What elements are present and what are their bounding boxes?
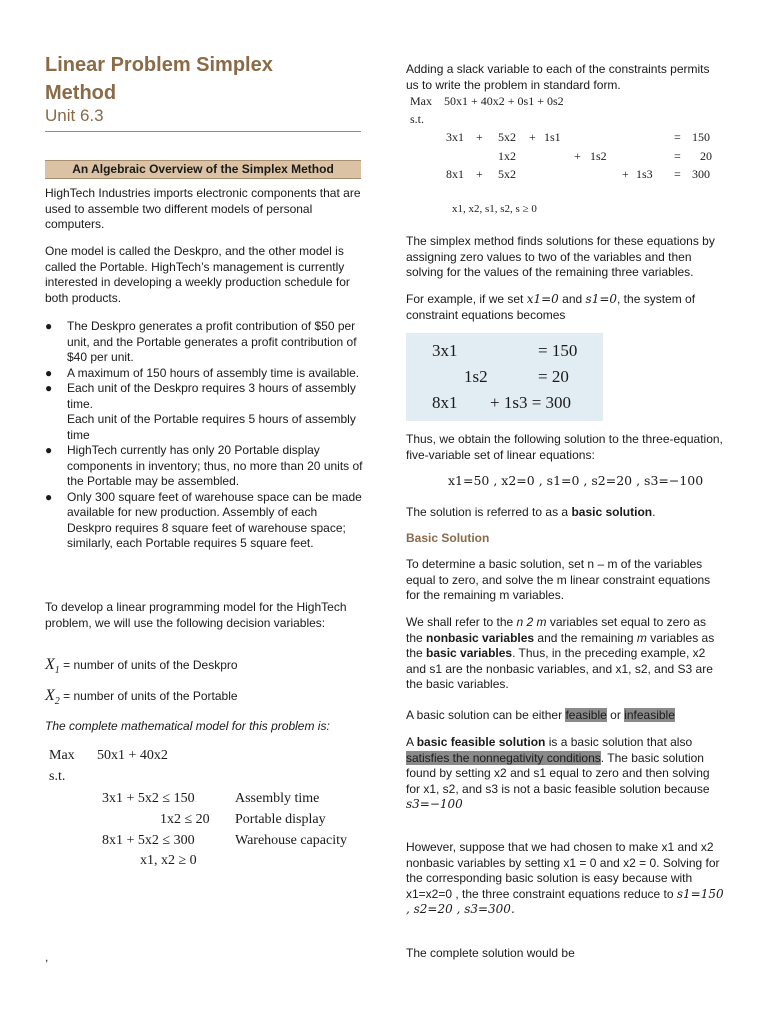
std-objective: 50x1 + 40x2 + 0s1 + 0s2 (444, 94, 564, 108)
std-r3-rhs: 300 (692, 167, 710, 181)
title-divider (45, 131, 361, 132)
std-r2-term: 1x2 (498, 149, 516, 163)
paragraph-basic-feasible: A basic feasible solution is a basic solution that also satisfies the nonnegativity conditions. The basic solution found by setting x2 and s1 equal to zero and then solving for x1, s2, and s3 is not a basic feasible solution because s3=−100 (406, 735, 710, 811)
unit-label: Unit 6.3 (45, 106, 104, 125)
std-r3-op: + (476, 167, 483, 181)
highlight-infeasible: infeasible (624, 708, 675, 722)
title-line-2: Method (45, 82, 117, 104)
solution-equation: x1=50 , x2=0 , s1=0 , s2=20 , s3=−100 (448, 473, 704, 488)
section-heading: An Algebraic Overview of the Simplex Method (45, 160, 361, 179)
std-max: Max (410, 94, 432, 108)
paragraph-basic-solution: The solution is referred to as a basic solution. (406, 505, 656, 519)
std-r1-rhs: 150 (692, 130, 710, 144)
list-item: ● HighTech currently has only 20 Portable display components in inventory; thus, no more than 20 units of the Portable may be assembled. (45, 443, 363, 488)
system-r3-rhs: + 1s3 = 300 (490, 393, 572, 412)
model-objective: 50x1 + 40x2 (97, 748, 168, 763)
reduced-system (406, 333, 603, 421)
std-st: s.t. (410, 112, 425, 126)
system-r2-rhs: = 20 (538, 367, 569, 386)
std-r1-op: + (476, 130, 483, 144)
std-r2-term: 1s2 (590, 149, 607, 163)
std-r3-term: 8x1 (446, 167, 464, 181)
list-item: ● Only 300 square feet of warehouse space can be made available for new production. Assembly of each Deskpro requires 8 square feet of warehouse space; similarly, each Portable requires 5 square feet. (45, 489, 362, 550)
paragraph-obtain-solution: Thus, we obtain the following solution to the three-equation, five-variable set of linear equations: (406, 432, 723, 462)
std-r1-term: 1s1 (544, 130, 561, 144)
paragraph-intro: HighTech Industries imports electronic components that are used to assemble two different models of personal computers. (45, 186, 361, 231)
std-r3-term: 5x2 (498, 167, 516, 181)
footnote-mark: , (45, 950, 49, 964)
std-r2-eq: = (674, 149, 681, 163)
page-title (45, 51, 345, 107)
list-item: ● A maximum of 150 hours of assembly time is available. (45, 365, 360, 380)
lp-model (45, 745, 363, 875)
model-intro: The complete mathematical model for this problem is: (45, 719, 330, 733)
standard-form-model (406, 92, 724, 222)
model-nonnegativity: x1, x2 ≥ 0 (140, 853, 197, 868)
subheading-basic-solution: Basic Solution (406, 531, 490, 545)
std-r1-op: + (529, 130, 536, 144)
paragraph-example: For example, if we set x1=0 and s1=0, the system of constraint equations becomes (406, 292, 696, 322)
paragraph-models: One model is called the Deskpro, and the other model is called the Portable. HighTech’s management is currently interested in developing a weekly production schedule for both products. (45, 244, 350, 305)
constraint-assembly-label: Assembly time (235, 791, 320, 806)
constraint-display-label: Portable display (235, 812, 326, 827)
std-r1-term: 3x1 (446, 130, 464, 144)
std-r2-rhs: 20 (700, 149, 712, 163)
highlight-nonnegativity: satisfies the nonnegativity conditions (406, 750, 601, 765)
x2-definition: $X_2$ = number of units of the Portable (45, 687, 238, 708)
paragraph-simplex-solutions: The simplex method finds solutions for these equations by assigning zero values to two of the variables and then solving for the values of the remaining three variables. (406, 234, 715, 279)
title-line-1: Linear Problem Simplex (45, 54, 273, 76)
model-max: Max (49, 748, 75, 763)
constraint-warehouse: 8x1 + 5x2 ≤ 300 (102, 833, 195, 848)
paragraph-feasible: A basic solution can be either feasible or infeasible (406, 708, 675, 722)
paragraph-complete-solution: The complete solution would be (406, 946, 575, 960)
constraint-assembly: 3x1 + 5x2 ≤ 150 (102, 791, 195, 806)
system-r2-term: 1s2 (464, 367, 488, 386)
model-st: s.t. (49, 769, 66, 784)
highlight-feasible: feasible (565, 708, 607, 722)
constraint-bullet-list (45, 319, 363, 552)
constraint-warehouse-label: Warehouse capacity (235, 833, 347, 848)
paragraph-determine-basic: To determine a basic solution, set n – m of the variables equal to zero, and solve the m linear constraint equations for the remaining m variables. (406, 557, 711, 602)
std-r3-term: 1s3 (636, 167, 653, 181)
std-r3-eq: = (674, 167, 681, 181)
system-r3-term: 8x1 (432, 393, 458, 412)
list-item: ● Each unit of the Deskpro requires 3 hours of assembly time. Each unit of the Portable requires 5 hours of assembly time (45, 381, 356, 442)
std-r2-op: + (574, 149, 581, 163)
paragraph-slack: Adding a slack variable to each of the constraints permits us to write the problem in standard form. (406, 62, 710, 92)
std-nonnegativity: x1, x2, s1, s2, s ≥ 0 (452, 203, 537, 215)
system-r1-rhs: = 150 (538, 341, 578, 360)
x1-definition: $X_1$ = number of units of the Deskpro (45, 656, 238, 677)
system-r1-term: 3x1 (432, 341, 458, 360)
paragraph-nonbasic: We shall refer to the n 2 m variables set equal to zero as the nonbasic variables and the remaining m variables as the basic variables. Thus, in the preceding example, x2 and s1 are the nonbasic variables, and x1, s2, and S3 are the basic variables. (406, 615, 715, 691)
std-r1-eq: = (674, 130, 681, 144)
std-r3-op: + (622, 167, 629, 181)
std-r1-term: 5x2 (498, 130, 516, 144)
paragraph-decision-vars: To develop a linear programming model for the HighTech problem, we will use the following decision variables: (45, 600, 347, 630)
constraint-display: 1x2 ≤ 20 (160, 812, 210, 827)
list-item: ● The Deskpro generates a profit contribution of $50 per unit, and the Portable generates a profit contribution of $40 per unit. (45, 319, 357, 364)
paragraph-nonbasic-choice: However, suppose that we had chosen to make x1 and x2 nonbasic variables by setting x1 = 0 and x2 = 0. Solving for the corresponding basic solution is easy because with x1=x2=0 , the three constraint equations reduce to s1=150 , s2=20 , s3=300. (406, 840, 724, 916)
